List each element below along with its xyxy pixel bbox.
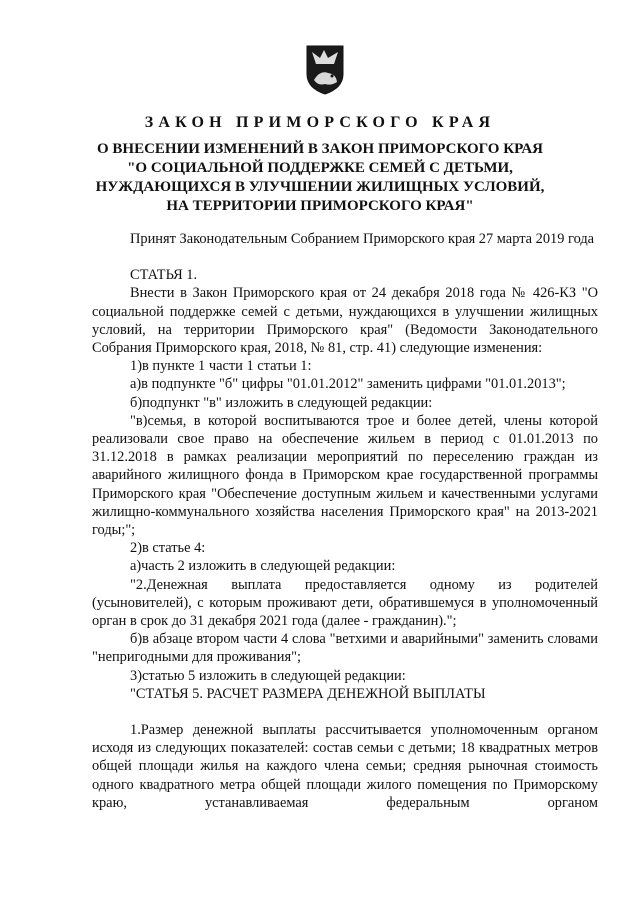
subtitle-line: НУЖДАЮЩИХСЯ В УЛУЧШЕНИИ ЖИЛИЩНЫХ УСЛОВИЙ, xyxy=(95,179,545,195)
paragraph: 3)статью 5 изложить в следующей редакции: xyxy=(130,667,406,684)
article-5-heading: "СТАТЬЯ 5. РАСЧЕТ РАЗМЕРА ДЕНЕЖНОЙ ВЫПЛАТЫ xyxy=(130,685,486,702)
paragraph: 1)в пункте 1 части 1 статьи 1: xyxy=(130,358,312,375)
law-title: ЗАКОН ПРИМОРСКОГО КРАЯ xyxy=(144,114,496,131)
paragraph: а)часть 2 изложить в следующей редакции: xyxy=(130,558,396,575)
document-body xyxy=(92,230,598,812)
subtitle-line: НА ТЕРРИТОРИИ ПРИМОРСКОГО КРАЯ" xyxy=(166,198,474,214)
law-subtitle xyxy=(0,140,640,216)
paragraph: а)в подпункте "б" цифры "01.01.2012" заменить цифрами "01.01.2013"; xyxy=(130,376,566,393)
primorsky-krai-coat-of-arms-icon xyxy=(304,40,346,96)
paragraph: "в)семья, в которой воспитываются трое и более детей, члены которой реализовали свое право на обеспечение жильем в период с 01.01.2013 по 31.12.2018 в рамках реализации мероприятий по переселению граждан из аварийного жилищного фонда в Приморском крае государственной программы Приморского края "Обеспечение доступным жильем и качественными услугами жилищно-коммунального хозяйства населения Приморского края" на 2013-2021 годы;"; xyxy=(92,412,598,539)
article-heading: СТАТЬЯ 1. xyxy=(130,267,198,284)
paragraph: 1.Размер денежной выплаты рассчитывается уполномоченным органом исходя из следующих показателей: состав семьи с детьми; 18 квадратных метров общей площади жилья на каждого члена семьи; средняя рыночная стоимость одного квадратного метра общей площади жилого помещения по Приморскому краю, устанавливаемая федеральным органом xyxy=(92,722,598,811)
paragraph: б)подпункт "в" изложить в следующей редакции: xyxy=(130,394,433,411)
paragraph: "2.Денежная выплата предоставляется одному из родителей (усыновителей), с которым проживают дети, обратившемуся в уполномоченный орган в срок до 31 декабря 2021 года (далее - гражданин)."; xyxy=(92,576,598,630)
subtitle-line: "О СОЦИАЛЬНОЙ ПОДДЕРЖКЕ СЕМЕЙ С ДЕТЬМИ, xyxy=(127,160,513,176)
paragraph: б)в абзаце втором части 4 слова "ветхими и аварийными" заменить словами "непригодными для проживания"; xyxy=(92,631,598,666)
paragraph: 2)в статье 4: xyxy=(130,540,206,557)
subtitle-line: О ВНЕСЕНИИ ИЗМЕНЕНИЙ В ЗАКОН ПРИМОРСКОГО КРАЯ xyxy=(97,141,543,157)
adoption-note: Принят Законодательным Собранием Приморского края 27 марта 2019 года xyxy=(130,231,595,247)
paragraph: Внести в Закон Приморского края от 24 декабря 2018 года № 426-КЗ "О социальной поддержке семей с детьми, нуждающихся в улучшении жилищных условий, на территории Приморского края" (Ведомости Законодательного Собрания Приморского края, 2018, № 81, стр. 41) следующие изменения: xyxy=(92,285,598,357)
